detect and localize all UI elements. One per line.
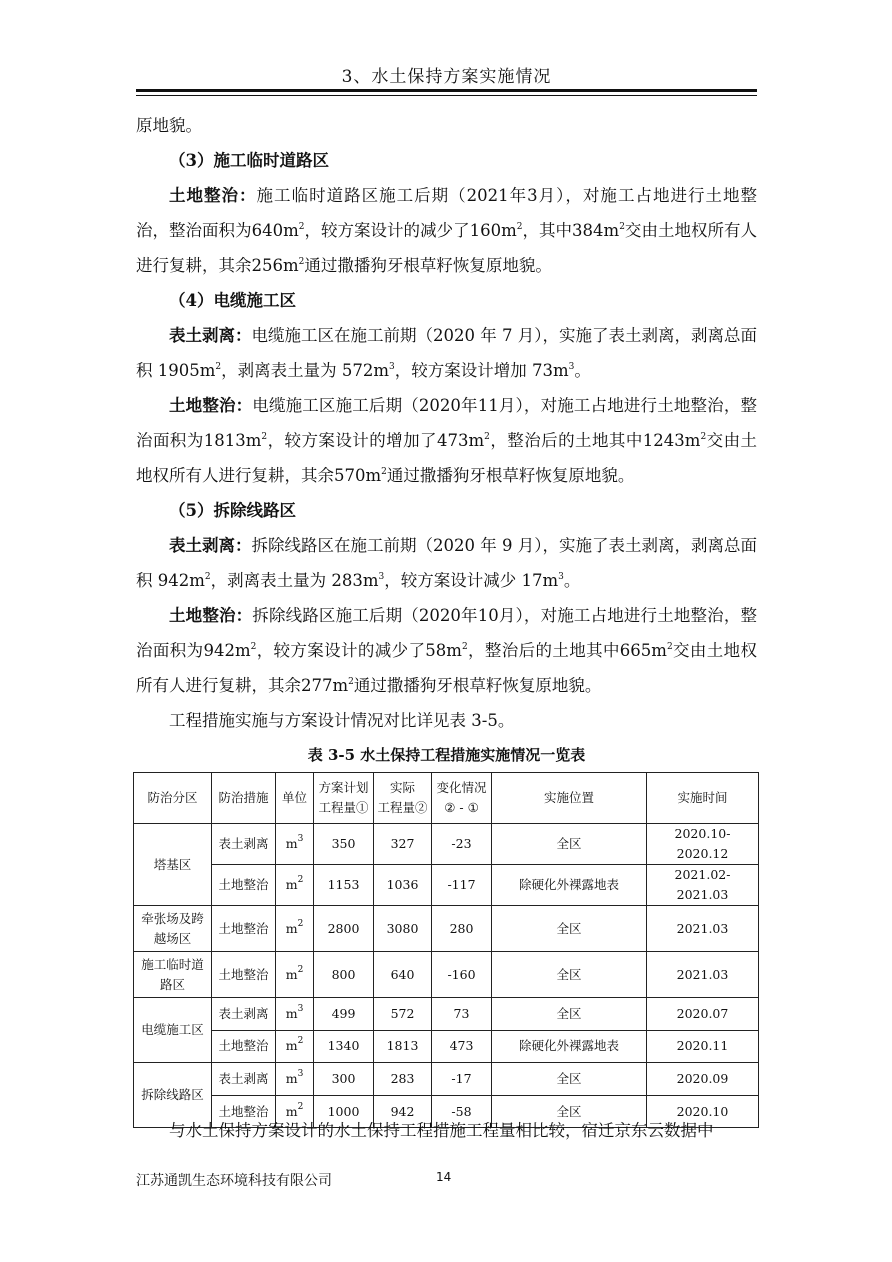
location-cell: 除硬化外裸露地表 [492,1030,647,1063]
col-header-planned: 方案计划 工程量① [314,773,374,824]
paragraph-lead: 土地整治： [169,396,253,415]
time-cell: 2020.10 [647,1095,759,1128]
table-row [134,865,759,906]
zone-cell: 牵张场及跨 越场区 [134,906,212,952]
measure-cell: 表土剥离 [212,824,276,865]
planned-cell: 1000 [314,1095,374,1128]
section-heading-cable: （4）电缆施工区 [169,291,296,310]
table-caption: 表 3-5 水土保持工程措施实施情况一览表 [307,746,586,764]
col-header-measure: 防治措施 [212,773,276,824]
location-cell: 全区 [492,1063,647,1096]
unit-cell: $m^2$ [276,1095,314,1128]
col-header-change: 变化情况 ② - ① [432,773,492,824]
actual-cell: 1813 [374,1030,432,1063]
location-cell: 全区 [492,824,647,865]
col-header-zone: 防治分区 [134,773,212,824]
paragraph-lead: 表土剥离： [169,326,252,345]
location-cell: 全区 [492,998,647,1031]
paragraph-cable-topsoil: 表土剥离：电缆施工区在施工前期（2020 年 7 月），实施了表土剥离，剥离总面积 $1905m^2$，剥离表土量为 $572m^3$，较方案设计增加 $73m^3$。 [136,326,758,380]
section-heading-line-removal: （5）拆除线路区 [169,501,296,520]
change-cell: -117 [432,865,492,906]
col-header-time: 实施时间 [647,773,759,824]
paragraph-line-removal-land-rehab: 土地整治：拆除线路区施工后期（2020年10月），对施工占地进行土地整治，整治面积为$942m^2$，较方案设计的减少了$58m^2$，整治后的土地其中$665m^2$交由土地权所有人进行复耕，其余$277m^2$通过撒播狗牙根草籽恢复原地貌。 [136,606,757,695]
time-cell: 2020.09 [647,1063,759,1096]
col-header-unit: 单位 [276,773,314,824]
zone-cell: 塔基区 [134,824,212,906]
planned-cell: 1340 [314,1030,374,1063]
unit-cell: $m^3$ [276,1063,314,1096]
header-rule-thin [136,95,757,96]
running-header: 3、水土保持方案实施情况 [341,67,552,87]
unit-cell: $m^2$ [276,865,314,906]
actual-cell: 3080 [374,906,432,952]
page-number: 14 [436,1170,452,1184]
planned-cell: 800 [314,952,374,998]
unit-cell: $m^3$ [276,998,314,1031]
time-cell: 2020.10-2020.12 [647,824,759,865]
table-row [134,1063,759,1096]
planned-cell: 350 [314,824,374,865]
change-cell: -58 [432,1095,492,1128]
closing-paragraph: 与水土保持方案设计的水土保持工程措施工程量相比较，宿迁京东云数据中 [169,1121,714,1140]
location-cell: 全区 [492,952,647,998]
location-cell: 全区 [492,1095,647,1128]
time-cell: 2020.11 [647,1030,759,1063]
actual-cell: 640 [374,952,432,998]
measure-cell: 土地整治 [212,906,276,952]
actual-cell: 1036 [374,865,432,906]
paragraph-lead: 表土剥离： [169,536,252,555]
document-body [136,108,757,738]
paragraph-line-removal-topsoil: 表土剥离：拆除线路区在施工前期（2020 年 9 月），实施了表土剥离，剥离总面积 $942m^2$，剥离表土量为 $283m^3$，较方案设计减少 $17m^3$。 [136,536,758,590]
measures-table [133,772,759,1128]
actual-cell: 283 [374,1063,432,1096]
actual-cell: 942 [374,1095,432,1128]
col-header-actual: 实际 工程量② [374,773,432,824]
paragraph-lead: 土地整治： [169,606,253,625]
section-heading-temp-road: （3）施工临时道路区 [169,151,329,170]
col-header-location: 实施位置 [492,773,647,824]
measure-cell: 土地整治 [212,865,276,906]
continuation-paragraph: 原地貌。 [136,116,202,135]
time-cell: 2021.02-2021.03 [647,865,759,906]
planned-cell: 300 [314,1063,374,1096]
footer-company: 江苏通凯生态环境科技有限公司 [136,1173,332,1189]
measure-cell: 表土剥离 [212,1063,276,1096]
change-cell: -17 [432,1063,492,1096]
change-cell: -160 [432,952,492,998]
table-row [134,998,759,1031]
unit-cell: $m^2$ [276,1030,314,1063]
header-rule-thick [136,89,757,92]
change-cell: 280 [432,906,492,952]
table-row [134,1030,759,1063]
measure-cell: 表土剥离 [212,998,276,1031]
unit-cell: $m^2$ [276,906,314,952]
planned-cell: 499 [314,998,374,1031]
time-cell: 2021.03 [647,952,759,998]
planned-cell: 1153 [314,865,374,906]
location-cell: 除硬化外裸露地表 [492,865,647,906]
table-header-row [134,773,759,824]
actual-cell: 572 [374,998,432,1031]
measure-cell: 土地整治 [212,1030,276,1063]
table-row [134,952,759,998]
paragraph-temp-road-land-rehab: 土地整治：施工临时道路区施工后期（2021年3月），对施工占地进行土地整治，整治面积为$640m^2$，较方案设计的减少了$160m^2$，其中$384m^2$交由土地权所有人进行复耕，其余$256m^2$通过撒播狗牙根草籽恢复原地貌。 [136,186,758,275]
change-cell: 473 [432,1030,492,1063]
table-row [134,824,759,865]
measure-cell: 土地整治 [212,1095,276,1128]
time-cell: 2021.03 [647,906,759,952]
planned-cell: 2800 [314,906,374,952]
time-cell: 2020.07 [647,998,759,1031]
unit-cell: $m^3$ [276,824,314,865]
zone-cell: 电缆施工区 [134,998,212,1063]
zone-cell: 拆除线路区 [134,1063,212,1128]
location-cell: 全区 [492,906,647,952]
change-cell: -23 [432,824,492,865]
paragraph-lead: 土地整治： [169,186,257,205]
measure-cell: 土地整治 [212,952,276,998]
unit-cell: $m^2$ [276,952,314,998]
table-reference-paragraph: 工程措施实施与方案设计情况对比详见表 3-5。 [169,711,515,730]
table-row [134,906,759,952]
actual-cell: 327 [374,824,432,865]
paragraph-cable-land-rehab: 土地整治：电缆施工区施工后期（2020年11月），对施工占地进行土地整治，整治面积为$1813m^2$，较方案设计的增加了$473m^2$，整治后的土地其中$1243m^2$交由土地权所有人进行复耕，其余$570m^2$通过撒播狗牙根草籽恢复原地貌。 [136,396,758,485]
change-cell: 73 [432,998,492,1031]
zone-cell: 施工临时道 路区 [134,952,212,998]
